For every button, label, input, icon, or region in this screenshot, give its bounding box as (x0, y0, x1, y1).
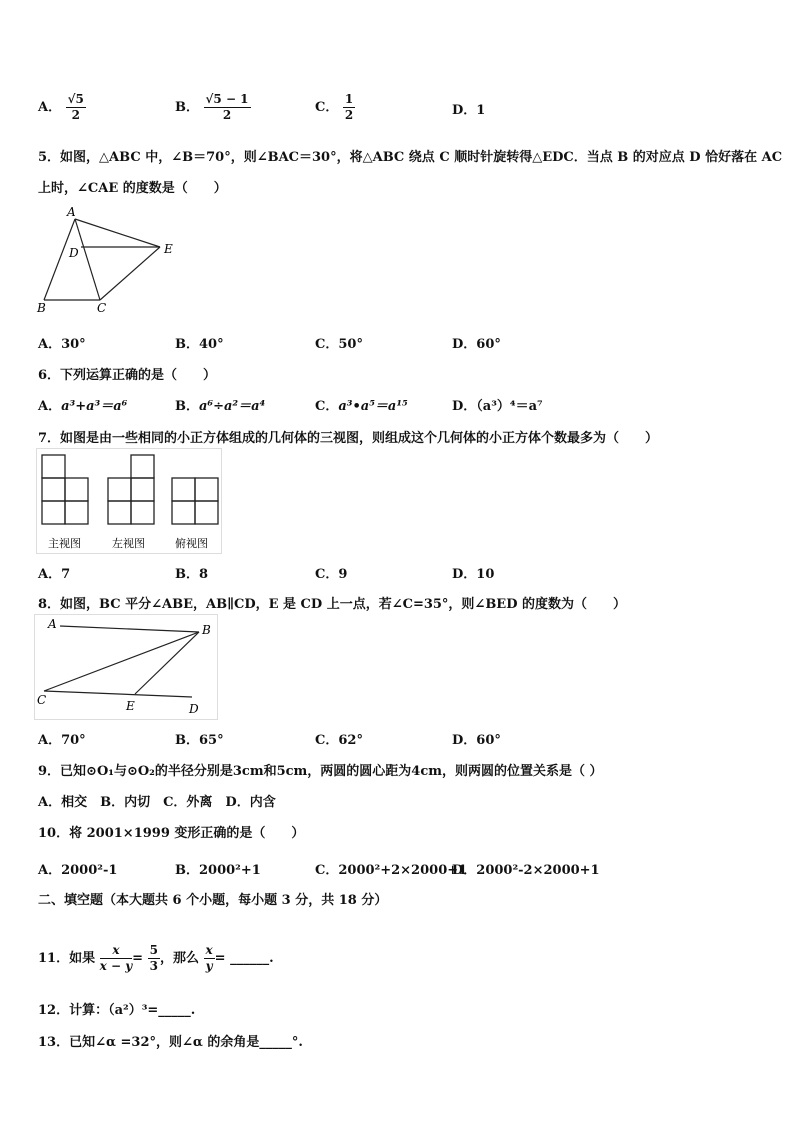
q12: 12．计算：（a²）³=_____. (38, 1003, 196, 1018)
q10-option-d: D．2000²-2×2000+1 (452, 863, 600, 878)
q7-view-label-front: 主视图 (48, 537, 81, 550)
q5-label-e: E (164, 242, 173, 256)
q4-option-d (452, 99, 485, 118)
q10-option-c: C．2000²+2×2000+1 (315, 863, 468, 878)
q5-triangle-figure (34, 204, 184, 319)
q7-view-label-top: 俯视图 (175, 537, 208, 550)
q11-fraction-x-over-y: $\frac{x}{y}$ (205, 943, 213, 973)
q11-middle-text: ，那么 (159, 951, 199, 966)
q10-option-b: B．2000²+1 (175, 863, 261, 878)
q11: 11．如果 $\frac{x}{x - y}$ = $\frac{5}{3}$ ，那么 $\frac{x}{y}$ = ______. (38, 943, 274, 973)
q4-option-b-label: B． (175, 100, 199, 115)
q6-option-b: B．a⁶÷a²＝a⁴ (175, 399, 266, 414)
q7-three-views-figure (36, 448, 222, 554)
q4-option-a-label: A． (38, 100, 62, 115)
q5-label-a: A (67, 205, 76, 219)
q7-front-view (42, 455, 88, 524)
q8-option-d: D．60° (452, 733, 501, 748)
q8-option-b: B．65° (175, 733, 224, 748)
q5-stem-line2: 上时，∠CAE 的度数是（ ） (38, 181, 227, 196)
q8-parallel-lines-figure (34, 614, 218, 720)
q6-option-d: D．（a³）⁴＝a⁷ (452, 399, 543, 414)
q5-stem-line1: 5．如图，△ABC 中，∠B＝70°，则∠BAC＝30°，将△ABC 绕点 C 顺时针旋转得△EDC．当点 B 的对应点 D 恰好落在 AC (38, 150, 783, 165)
q7-option-c: C．9 (315, 567, 348, 582)
q8-stem: 8．如图，BC 平分∠ABE，AB∥CD，E 是 CD 上一点，若∠C=35°，则∠BED 的度数为（ ） (38, 597, 627, 612)
q4-option-c-fraction: $\frac{1}{2}$ (344, 92, 354, 122)
q8-label-e: E (126, 699, 135, 713)
section-2-heading: 二、填空题（本大题共 6 个小题，每小题 3 分，共 18 分） (38, 893, 388, 908)
q13: 13．已知∠α =32°，则∠α 的余角是_____°. (38, 1035, 303, 1050)
q4-option-d-value: 1 (476, 103, 486, 118)
q9-options: A．相交 B．内切 C．外离 D．内含 (38, 795, 276, 810)
q9-stem: 9．已知⊙O₁与⊙O₂的半径分别是3cm和5cm，两圆的圆心距为4cm，则两圆的位置关系是（ ） (38, 764, 603, 779)
q4-option-c-label: C． (315, 100, 339, 115)
q11-fraction-x-over-x-minus-y: $\frac{x}{x - y}$ (99, 943, 133, 973)
q8-option-c: C．62° (315, 733, 363, 748)
q7-option-b: B．8 (175, 567, 209, 582)
q7-side-view (108, 455, 154, 524)
q11-answer-blank: = ______. (214, 951, 274, 966)
q8-label-d: D (189, 702, 199, 716)
q6-option-a: A．a³+a³＝a⁶ (38, 399, 128, 414)
q10-option-a: A．2000²-1 (38, 863, 118, 878)
q4-option-b (175, 92, 251, 123)
q8-label-c: C (37, 693, 47, 707)
q4-option-d-label: D． (452, 103, 477, 118)
q5-option-c: C．50° (315, 337, 363, 352)
q8-option-a: A．70° (38, 733, 86, 748)
q4-option-a (38, 92, 86, 123)
q4-option-b-fraction: $\frac{√5 - 1}{2}$ (205, 92, 249, 122)
q4-option-a-fraction: $\frac{√5}{2}$ (67, 92, 84, 122)
q8-label-b: B (202, 623, 211, 637)
q7-option-a: A．7 (38, 567, 71, 582)
q5-option-d: D．60° (452, 337, 501, 352)
q6-option-c: C．a³•a⁵＝a¹⁵ (315, 399, 408, 414)
q5-label-c: C (97, 301, 107, 315)
q7-top-view (172, 478, 218, 524)
q11-prefix: 11．如果 (38, 951, 96, 966)
q5-label-b: B (37, 301, 46, 315)
q11-fraction-five-thirds: $\frac{5}{3}$ (149, 943, 158, 973)
q10-stem: 10．将 2001×1999 变形正确的是（ ） (38, 826, 305, 841)
q6-stem: 6．下列运算正确的是（ ） (38, 368, 217, 383)
q5-option-a: A．30° (38, 337, 86, 352)
q5-option-b: B．40° (175, 337, 224, 352)
q7-view-label-side: 左视图 (112, 537, 145, 550)
q5-label-d: D (69, 246, 79, 260)
q7-option-d: D．10 (452, 567, 495, 582)
q4-option-c (315, 92, 355, 123)
q8-label-a: A (48, 617, 57, 631)
q7-stem: 7．如图是由一些相同的小正方体组成的几何体的三视图，则组成这个几何体的小正方体个数最多为（ ） (38, 431, 659, 446)
